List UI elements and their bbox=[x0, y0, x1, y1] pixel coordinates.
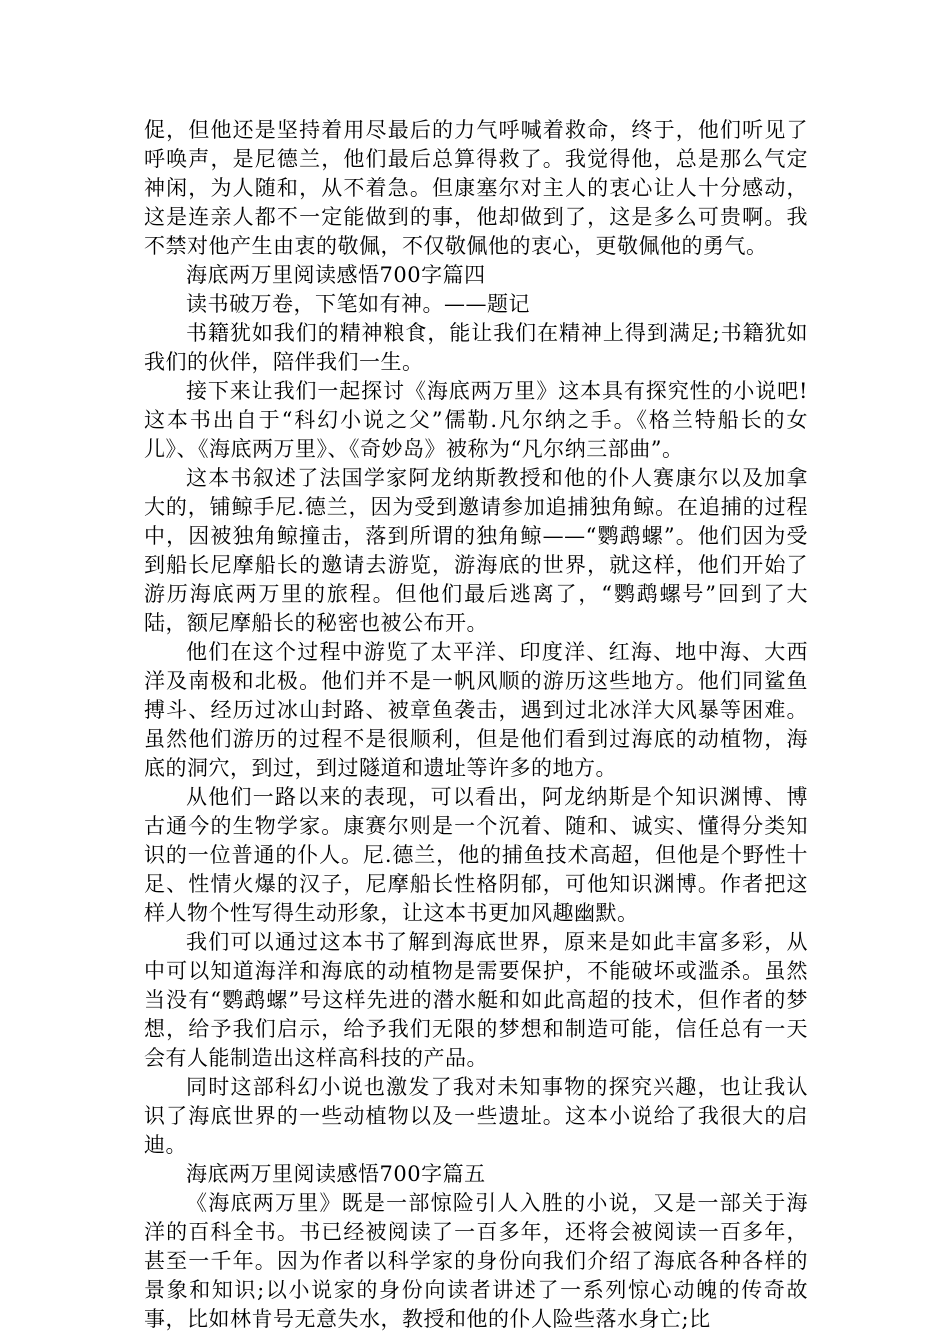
epigraph: 读书破万卷，下笔如有神。——题记 bbox=[186, 292, 530, 316]
paragraph: 接下来让我们一起探讨《海底两万里》这本具有探究性的小说吧!这本书出自于“科幻小说之父”儒勒.凡尔纳之手。《格兰特船长的女儿》、《海底两万里》、《奇妙岛》被称为“凡尔纳三部曲”。 bbox=[144, 379, 808, 461]
paragraph: 我们可以通过这本书了解到海底世界，原来是如此丰富多彩，从中可以知道海洋和海底的动植物是需要保护，不能破坏或滥杀。虽然当没有“鹦鹉螺”号这样先进的潜水艇和如此高超的技术，但作者的梦想，给予我们启示，给予我们无限的梦想和制造可能，信任总有一天会有人能制造出这样高科技的产品。 bbox=[144, 930, 808, 1070]
section-heading-part-5: 海底两万里阅读感悟700字篇五 bbox=[186, 1162, 486, 1186]
paragraph: 这本书叙述了法国学家阿龙纳斯教授和他的仆人赛康尔以及加拿大的，铺鲸手尼.德兰，因为受到邀请参加追捕独角鲸。在追捕的过程中，因被独角鲸撞击，落到所谓的独角鲸——“鹦鹉螺”。他们因为受到船长尼摩船长的邀请去游览，游海底的世界，就这样，他们开始了游历海底两万里的旅程。但他们最后逃离了，“鹦鹉螺号”回到了大陆，额尼摩船长的秘密也被公布开。 bbox=[144, 466, 808, 635]
section-heading-part-4: 海底两万里阅读感悟700字篇四 bbox=[186, 263, 486, 287]
paragraph: 书籍犹如我们的精神粮食，能让我们在精神上得到满足;书籍犹如我们的伙伴，陪伴我们一生。 bbox=[144, 321, 808, 374]
paragraph: 从他们一路以来的表现，可以看出，阿龙纳斯是个知识渊博、博古通今的生物学家。康赛尔则是一个沉着、随和、诚实、懂得分类知识的一位普通的仆人。尼.德兰，他的捕鱼技术高超，但他是个野性十足、性情火爆的汉子，尼摩船长性格阴郁，可他知识渊博。作者把这样人物个性写得生动形象，让这本书更加风趣幽默。 bbox=[144, 785, 808, 925]
document-page bbox=[144, 116, 808, 1334]
paragraph: 他们在这个过程中游览了太平洋、印度洋、红海、地中海、大西洋及南极和北极。他们并不是一帆风顺的游历这些地方。他们同鲨鱼搏斗、经历过冰山封路、被章鱼袭击，遇到过北冰洋大风暴等困难。虽然他们游历的过程不是很顺利，但是他们看到过海底的动植物，海底的洞穴，到过，到过隧道和遗址等许多的地方。 bbox=[144, 640, 808, 780]
paragraph: 同时这部科幻小说也激发了我对未知事物的探究兴趣，也让我认识了海底世界的一些动植物以及一些遗址。这本小说给了我很大的启迪。 bbox=[144, 1075, 808, 1157]
paragraph: 《海底两万里》既是一部惊险引人入胜的小说，又是一部关于海洋的百科全书。书已经被阅读了一百多年，还将会被阅读一百多年，甚至一千年。因为作者以科学家的身份向我们介绍了海底各种各样的景象和知识;以小说家的身份向读者讲述了一系列惊心动魄的传奇故事，比如林肯号无意失水，教授和他的仆人险些落水身亡;比 bbox=[144, 1191, 808, 1331]
paragraph-continuation: 促，但他还是坚持着用尽最后的力气呼喊着救命，终于，他们听见了呼唤声，是尼德兰，他们最后总算得救了。我觉得他，总是那么气定神闲，为人随和，从不着急。但康塞尔对主人的衷心让人十分感动，这是连亲人都不一定能做到的事，他却做到了，这是多么可贵啊。我不禁对他产生由衷的敬佩，不仅敬佩他的衷心，更敬佩他的勇气。 bbox=[144, 118, 808, 258]
